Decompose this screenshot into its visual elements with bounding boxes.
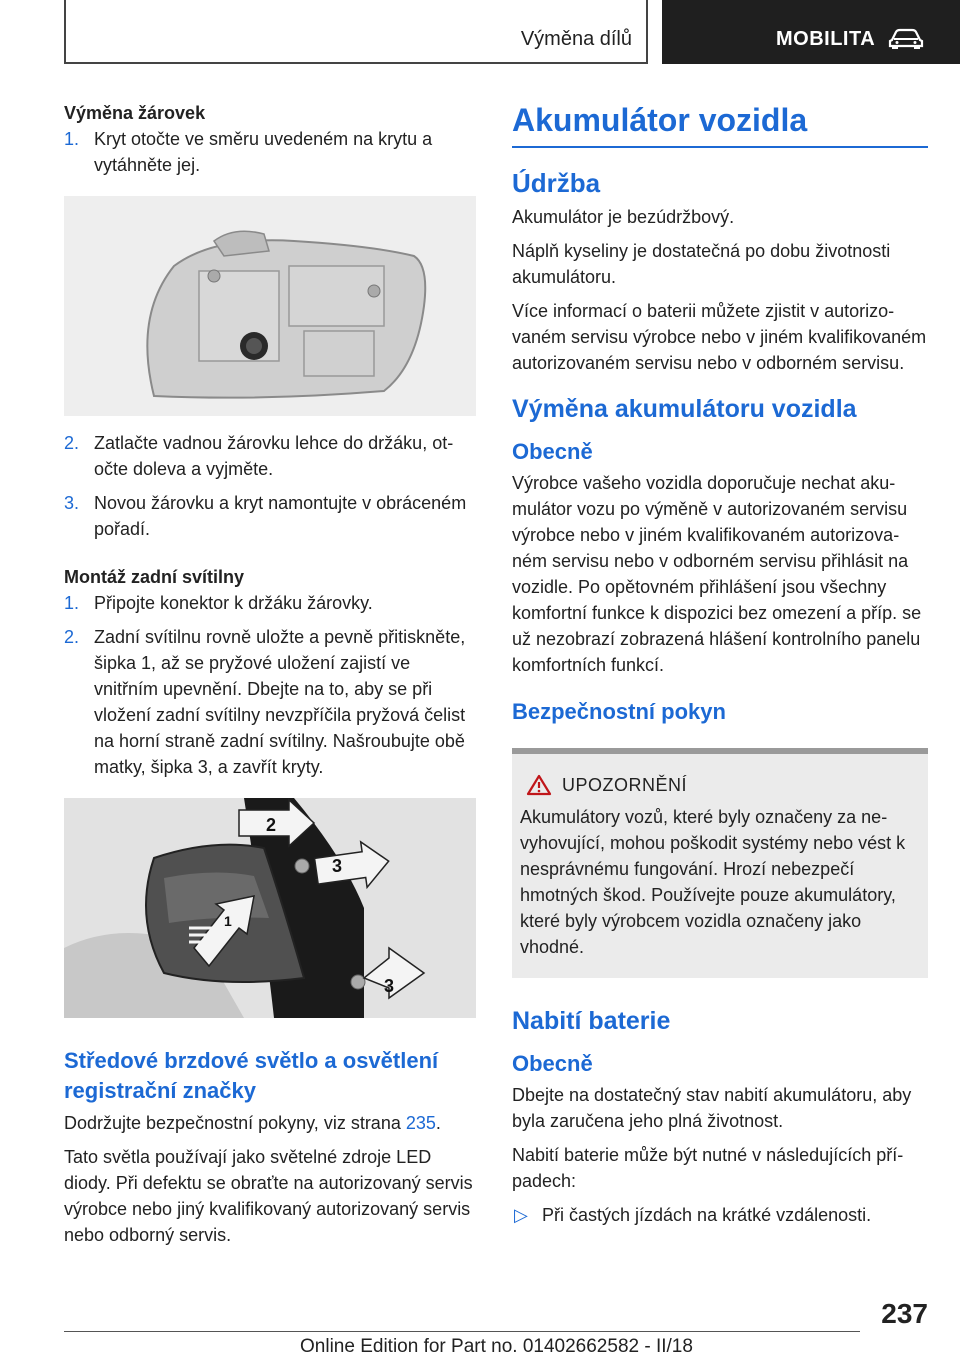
callout-label: 3: [384, 976, 395, 996]
list-item: 1. Připojte konektor k držáku žárovky.: [64, 593, 373, 613]
section-title: Výměna dílů: [520, 28, 632, 50]
list-item: ▷ Při častých jízdách na krátké vzdálenosti.: [512, 1202, 928, 1228]
list-item: 3. Novou žárovku a kryt namontujte v obráceném pořadí.: [64, 493, 467, 539]
bulbs-steps-2: [64, 430, 476, 542]
maintenance-text-2: Náplň kyseliny je dostatečná po dobu životnosti akumulátoru.: [512, 241, 891, 287]
brake-light-text: Tato světla používají jako světelné zdroje LED diody. Při defektu se obraťte na autorizovaný servis výrobce nebo jiný kvalifikovaný autorizovaný servis nebo odborný servis.: [64, 1147, 473, 1245]
bulbs-heading: Výměna žárovek: [64, 103, 206, 123]
warning-box: [512, 748, 928, 978]
footer-rule: [64, 1331, 860, 1332]
replace-battery-heading: Výměna akumulátoru vozidla: [512, 395, 857, 423]
maintenance-heading: Údržba: [512, 168, 601, 198]
brake-light-heading: Středové brzdové světlo a osvětlení registrační značky: [64, 1048, 439, 1103]
maintenance-text-3: Více informací o baterii můžete zjistit v autorizovaném servisu výrobce nebo v jiném kvalifikovaném autorizovaném servisu nebo v odborném servisu.: [512, 301, 927, 373]
page-number: 237: [881, 1298, 928, 1329]
charge-text-1: Dbejte na dostatečný stav nabití akumulátoru, aby byla zaručena jeho plná životnost.: [512, 1085, 912, 1131]
replace-text: Výrobce vašeho vozidla doporučuje nechat akumulátor vozu po výměně v autorizovaném servisu výrobce nebo v jiném kvalifikovaném autorizovaném servisu nebo v odborném servisu přihlásit na vozidle. Po opětovném přihlášení jsou všechny komfortní funkce k dispozici bez omezení a příp. se už nezobrazí zobrazená hlášení kontrolního panelu komfortních funkcí.: [512, 473, 922, 675]
mount-heading: Montáž zadní svítilny: [64, 567, 245, 587]
list-item: 2. Zatlačte vadnou žárovku lehce do držáku, otočte doleva a vyjměte.: [64, 433, 454, 479]
lamp-mount-illustration: [64, 798, 476, 1018]
brake-light-safety-ref: Dodržujte bezpečnostní pokyny, viz strana 235.: [64, 1113, 441, 1133]
bulbs-steps-1: [64, 126, 476, 178]
footer-edition: Online Edition for Part no. 01402662582 - II/18: [300, 1336, 693, 1357]
callout-label: 3: [332, 856, 343, 876]
figure-lamp-mount: [64, 798, 476, 1018]
header-section-box: [64, 0, 648, 64]
list-item: 2. Zadní svítilnu rovně uložte a pevně přitiskněte, šipka 1, až se pryžové uložení zajistí ve vnitřním upevnění. Dbejte na to, aby se při vložení zadní svítilny nevzpříčila pryžová čelist na horní straně zadní svítilny. Našroubujte obě matky, šipka 3, a zavřít kryty.: [64, 627, 466, 777]
page-title-rule: [512, 100, 928, 148]
safety-heading: Bezpečnostní pokyn: [512, 699, 726, 724]
callout-label: 2: [266, 815, 277, 835]
charge-text-2: Nabití baterie může být nutné v následujících případech:: [512, 1145, 904, 1191]
chapter-tab: [662, 0, 960, 64]
list-item: 1. Kryt otočte ve směru uvedeném na krytu a vytáhněte jej.: [64, 129, 433, 175]
left-column: [64, 100, 476, 1256]
car-icon: [888, 28, 924, 50]
warning-title-row: [526, 774, 920, 796]
lamp-rear-illustration: [64, 196, 476, 416]
warning-icon: [526, 774, 552, 796]
chapter-title: MOBILITA: [776, 28, 876, 50]
replace-general-heading: Obecně: [512, 439, 593, 464]
warning-text: Akumulátory vozů, které byly označeny za nevyhovující, mohou poškodit systémy nebo vést k nesprávnému fungování. Hrozí nebezpečí hmotných škod. Používejte pouze akumulátory, které byly výrobcem vozidla označeny jako vhodné.: [520, 807, 906, 957]
page-title: Akumulátor vozidla: [512, 102, 808, 138]
charge-general-heading: Obecně: [512, 1051, 593, 1076]
charge-heading: Nabití baterie: [512, 1007, 671, 1035]
page-link[interactable]: 235: [405, 1113, 436, 1133]
warning-label: UPOZORNĚNÍ: [562, 774, 688, 795]
mount-steps: [64, 590, 476, 780]
triangle-bullet-icon: ▷: [514, 1205, 528, 1225]
maintenance-text-1: Akumulátor je bezúdržbový.: [512, 207, 735, 227]
figure-lamp-rear: [64, 196, 476, 416]
callout-label: 1: [224, 913, 232, 929]
right-column: [512, 100, 928, 1228]
